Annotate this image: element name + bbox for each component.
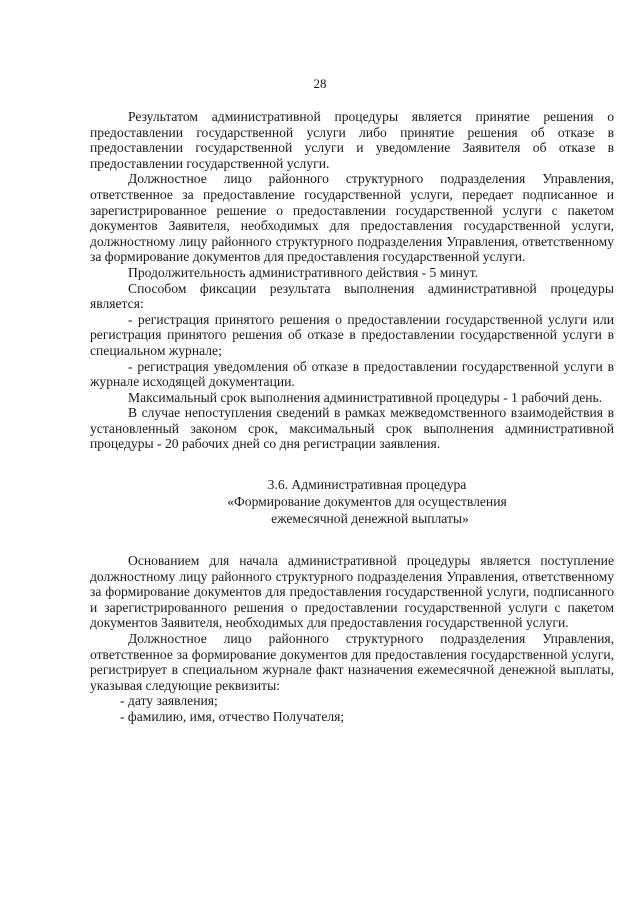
paragraph-result: Результатом административной процедуры является принятие решения о предоставлении государственной услуги либо принятие решения об отказе в предоставлении государственной услуги и уведомление Заявителя об отказе в предоставлении государственной услуги. <box>90 109 614 171</box>
paragraph-registration-journal: Должностное лицо районного структурного подразделения Управления, ответственное за формирование документов для предоставления государственной услуги, регистрирует в специальном журнале факт назначения ежемесячной денежной выплаты, указывая следующие реквизиты: <box>90 631 614 693</box>
paragraph-duration: Продолжительность административного действия - 5 минут. <box>128 264 479 280</box>
section-heading-number: 3.6. Административная процедура <box>267 477 467 493</box>
paragraph-max-term: Максимальный срок выполнения административной процедуры - 1 рабочий день. <box>128 389 603 405</box>
section-heading-title-line1: «Формирование документов для осуществления <box>227 494 507 510</box>
document-body <box>90 109 614 725</box>
requisite-item-date: - дату заявления; <box>120 693 218 709</box>
paragraph-official-transfer: Должностное лицо районного структурного подразделения Управления, ответственное за предоставление государственной услуги, передает подписанное и зарегистрированное решение о предоставлении государственной услуги с пакетом документов Заявителя, необходимых для предоставления государственной услуги, должностному лицу районного структурного подразделения Управления, ответственному за формирование документов для предоставления государственной услуги. <box>90 171 614 265</box>
requisite-item-fullname: - фамилию, имя, отчество Получателя; <box>120 709 345 724</box>
list-item-registration-notice: - регистрация уведомления об отказе в предоставлении государственной услуги в журнале исходящей документации. <box>90 358 614 390</box>
section-heading-title-line2: ежемесячной денежной выплаты» <box>271 511 469 527</box>
paragraph-fixation-method: Способом фиксации результата выполнения административной процедуры является: <box>90 280 614 312</box>
section-heading <box>90 476 614 527</box>
list-item-registration-decision: - регистрация принятого решения о предоставлении государственной услуги или регистрация принятого решения об отказе в предоставлении государственной услуги в специальном журнале; <box>90 311 614 358</box>
paragraph-basis: Основанием для начала административной процедуры является поступление должностному лицу районного структурного подразделения Управления, ответственному за формирование документов для предоставления государственной услуги, подписанного и зарегистрированного решения о предоставлении государственной услуги с пакетом документов Заявителя, необходимых для предоставления государственной услуги. <box>90 553 614 631</box>
page-number: 28 <box>313 76 327 91</box>
paragraph-interagency-term: В случае непоступления сведений в рамках межведомственного взаимодействия в установленный законом срок, максимальный срок выполнения административной процедуры - 20 рабочих дней со дня регистрации заявления. <box>90 405 614 452</box>
